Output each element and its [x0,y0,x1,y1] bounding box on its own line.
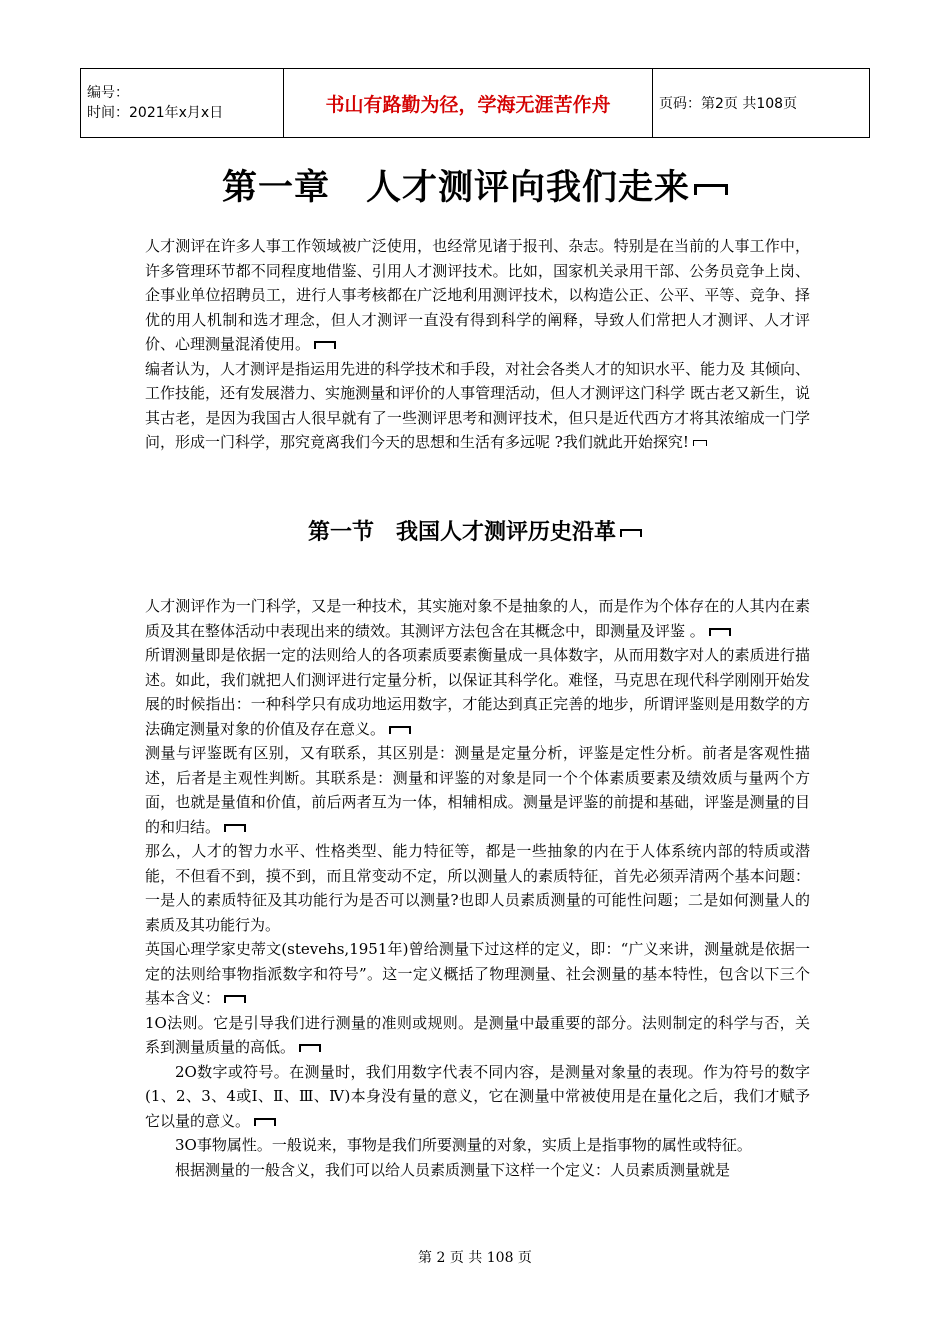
body-paragraph: 测量与评鉴既有区别，又有联系，其区别是：测量是定量分析，评鉴是定性分析。前者是客观性描述，后者是主观性判断。其联系是：测量和评鉴的对象是同一个个体素质要素及绩效质与量两个方面，也就是量值和价值，前后两者互为一体，相辅相成。测量是评鉴的前提和基础，评鉴是测量的目的和归结。 [145,744,810,836]
body-paragraph: 根据测量的一般含义，我们可以给人员素质测量下这样一个定义：人员素质测量就是 [175,1160,731,1179]
body-paragraph: 1O法则。它是引导我们进行测量的准则或规则。是测量中最重要的部分。法则制定的科学与否，关系到测量质量的高低。 [145,1013,810,1056]
section-title-text: 第一节 我国人才测评历史沿革 [307,520,616,545]
document-date-label: 时间：2021年x月x日 [87,105,224,121]
intro-text [145,234,810,455]
paragraph-mark-icon [693,440,707,446]
chapter-title-text: 第一章 人才测评向我们走来 [221,168,690,208]
intro-paragraph: 人才测评在许多人事工作领域被广泛使用，也经常见诸于报刊、杂志。特别是在当前的人事工作中，许多管理环节都不同程度地借鉴、引用人才测评技术。比如，国家机关录用干部、公务员竞争上岗、企事业单位招聘员工，进行人事考核都在广泛地利用测评技术，以构造公正、公平、平等、竞争、择优的用人机制和选才理念，但人才测评一直没有得到科学的阐释，导致人们常把人才测评、人才评价、心理测量混淆使用。 [145,237,810,353]
page-footer: 第 2 页 共 108 页 [418,1250,532,1266]
intro-paragraph: 编者认为，人才测评是指运用先进的科学技术和手段，对社会各类人才的知识水平、能力及 其倾向、工作技能，还有发展潜力、实施测量和评价的人事管理活动，但人才测评这门科学 既古老又新生，说其古老，是因为我国古人很早就有了一些测评思考和测评技术，但只是近代西方才将其浓缩成一门学问，形成一门科学，那究竟离我们今天的思想和生活有多远呢 ?我们就此开始探究! [145,359,810,451]
paragraph-mark-icon [224,824,246,832]
header-motto: 书山有路勤为径，学海无涯苦作舟 [284,69,653,138]
document-number-label: 编号： [87,85,129,101]
paragraph-mark-icon [224,995,246,1003]
section-text [145,594,810,1182]
body-paragraph: 所谓测量即是依据一定的法则给人的各项素质要素衡量成一具体数字，从而用数字对人的素质进行描述。如此，我们就把人们测评进行定量分析，以保证其科学化。难怪，马克思在现代科学刚刚开始发展的时候指出：一种科学只有成功地运用数字，才能达到真正完善的地步，所谓评鉴则是用数学的方法确定测量对象的价值及存在意义。 [145,646,810,738]
paragraph-mark-icon [709,628,731,636]
chapter-title [0,160,950,210]
paragraph-mark-icon [254,1118,276,1126]
paragraph-mark-icon [694,184,728,195]
paragraph-mark-icon [389,726,411,734]
body-paragraph: 人才测评作为一门科学，又是一种技术，其实施对象不是抽象的人，而是作为个体存在的人其内在素质及其在整体活动中表现出来的绩效。其测评方法包含在其概念中，即测量及评鉴 。 [145,597,810,640]
body-paragraph: 3O事物属性。一般说来，事物是我们所要测量的对象，实质上是指事物的属性或特征。 [175,1136,752,1154]
header-meta-cell [81,69,284,138]
section-title [0,515,950,546]
paragraph-mark-icon [620,529,642,537]
body-paragraph: 英国心理学家史蒂文(stevehs,1951年)曾给测量下过这样的定义，即：“广义来讲，测量就是依据一定的法则给事物指派数字和符号”。这一定义概括了物理测量、社会测量的基本特性，包含以下三个基本含义： [145,940,810,1007]
document-header [80,68,870,138]
body-paragraph: 那么，人才的智力水平、性格类型、能力特征等，都是一些抽象的内在于人体系统内部的特质或潜能，不但看不到，摸不到，而且常变动不定，所以测量人的素质特征，首先必须弄清两个基本问题：一是人的素质特征及其功能行为是否可以测量?也即人员素质测量的可能性问题；二是如何测量人的素质及其功能行为。 [145,842,810,934]
header-page-info: 页码：第2页 共108页 [653,69,870,138]
paragraph-mark-icon [314,341,336,349]
body-paragraph: 2O数字或符号。在测量时，我们用数字代表不同内容，是测量对象量的表现。作为符号的数字(1、2、3、4或Ⅰ、Ⅱ、Ⅲ、Ⅳ)本身没有量的意义，它在测量中常被使用是在量化之后，我们才赋予它以量的意义。 [145,1062,810,1130]
paragraph-mark-icon [299,1044,321,1052]
